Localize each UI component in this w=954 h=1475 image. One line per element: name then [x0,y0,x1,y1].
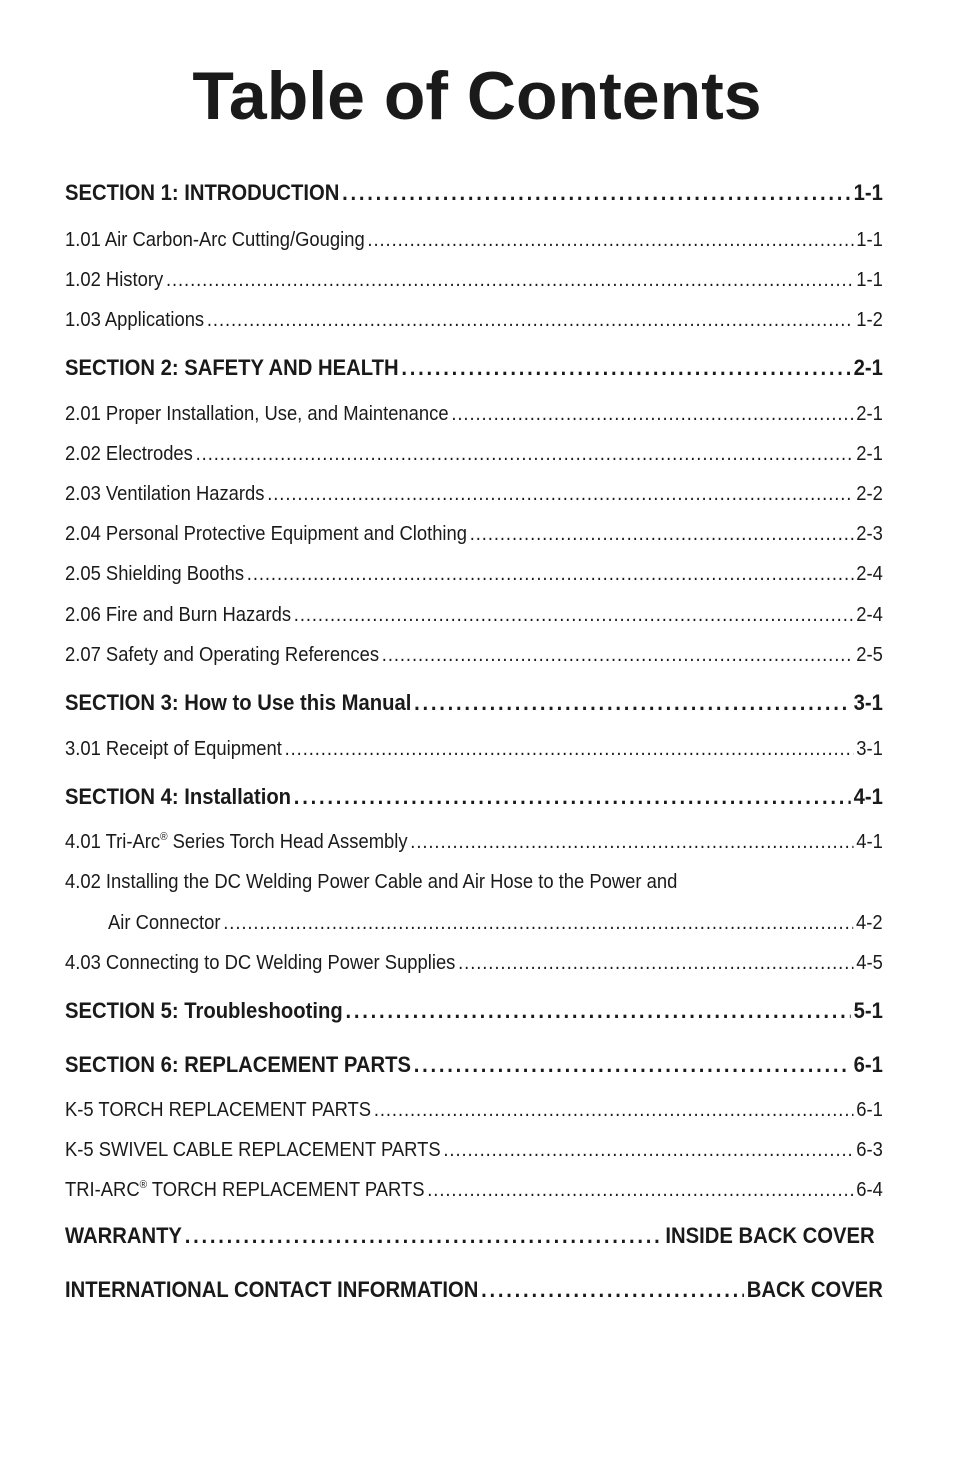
toc-entry-2-04[interactable] [65,523,883,546]
toc-entry-3-01[interactable] [65,738,883,761]
toc-entry-1-01[interactable] [65,229,883,252]
toc-page: 2-4 [856,604,883,626]
toc-entry-4-03[interactable] [65,952,883,975]
toc-entry-4-02[interactable] [108,912,883,935]
dot-leader [382,644,854,667]
toc-entry-4-02-line1[interactable]: 4.02 Installing the DC Welding Power Cable and Air Hose to the Power and [65,871,678,893]
toc-page: 3-1 [856,738,883,760]
toc-section-6[interactable] [65,1052,883,1078]
dot-leader [285,738,854,761]
toc-label: 1.01 Air Carbon-Arc Cutting/Gouging [65,229,365,251]
dot-leader [367,229,853,252]
toc-section-3[interactable] [65,690,883,716]
toc-page: 1-2 [856,309,883,331]
dot-leader [458,952,853,975]
toc-label: TRI-ARC® TORCH REPLACEMENT PARTS [65,1179,425,1201]
toc-page: 3-1 [853,690,883,715]
toc-warranty[interactable] [65,1223,875,1249]
dot-leader [427,1179,853,1202]
toc-entry-2-07[interactable] [65,644,883,667]
registered-mark: ® [139,1179,148,1191]
dot-leader [166,269,854,292]
toc-label: SECTION 6: REPLACEMENT PARTS [65,1052,411,1077]
toc-page: 6-1 [853,1052,883,1077]
toc-label: 4.03 Connecting to DC Welding Power Supplies [65,952,456,974]
dot-leader [481,1277,744,1303]
toc-international-contact[interactable] [65,1277,883,1303]
dot-leader [294,784,851,810]
toc-entry-2-05[interactable] [65,563,883,586]
toc-page: INSIDE BACK COVER [665,1223,875,1248]
toc-label: SECTION 3: How to Use this Manual [65,690,412,715]
dot-leader [414,1052,851,1078]
dot-leader [374,1099,854,1122]
toc-label: 2.02 Electrodes [65,443,193,465]
dot-leader [223,912,853,935]
toc-label: WARRANTY [65,1223,182,1248]
toc-section-2[interactable] [65,355,883,381]
toc-page: 1-1 [853,180,883,205]
toc-section-5[interactable] [65,998,883,1024]
toc-label: 4.01 Tri-Arc® Series Torch Head Assembly [65,831,408,853]
toc-entry-2-02[interactable] [65,443,883,466]
dot-leader [451,403,853,426]
toc-entry-k5-torch[interactable] [65,1099,883,1122]
toc-entry-1-02[interactable] [65,269,883,292]
dot-leader [267,483,853,506]
toc-label: SECTION 2: SAFETY AND HEALTH [65,355,399,380]
toc-label: Air Connector [108,912,221,934]
toc-page: 4-1 [856,831,883,853]
page-title: Table of Contents [192,58,762,134]
toc-label: 1.02 History [65,269,164,291]
toc-section-4[interactable] [65,784,883,810]
toc-page: 6-3 [856,1139,883,1161]
dot-leader [470,523,854,546]
dot-leader [410,831,853,854]
toc-entry-tri-arc[interactable] [65,1179,883,1202]
dot-leader [247,563,854,586]
toc-page: 5-1 [853,998,883,1023]
toc-label: 2.06 Fire and Burn Hazards [65,604,292,626]
toc-label: 1.03 Applications [65,309,205,331]
toc-label: 2.07 Safety and Operating References [65,644,380,666]
toc-page: 2-1 [856,403,883,425]
toc-label: K-5 TORCH REPLACEMENT PARTS [65,1099,372,1121]
toc-entry-2-06[interactable] [65,604,883,627]
toc-page: 4-1 [853,784,883,809]
toc-page: 2-1 [853,355,883,380]
toc-entry-k5-swivel[interactable] [65,1139,883,1162]
toc-page: 1-1 [856,269,883,291]
toc-label: SECTION 4: Installation [65,784,292,809]
toc-page: BACK COVER [746,1277,883,1302]
toc-page: 2-3 [856,523,883,545]
dot-leader [345,998,850,1024]
toc-page: 4-2 [856,912,883,934]
dot-leader [185,1223,663,1249]
dot-leader [414,690,851,716]
toc-page: 2-2 [856,483,883,505]
toc-page: 4-5 [856,952,883,974]
toc-page: 1-1 [856,229,883,251]
toc-page: 2-1 [856,443,883,465]
toc-label: SECTION 1: INTRODUCTION [65,180,340,205]
toc-label: 3.01 Receipt of Equipment [65,738,282,760]
toc-label: SECTION 5: Troubleshooting [65,998,343,1023]
dot-leader [294,604,854,627]
toc-page: 6-1 [856,1099,883,1121]
toc-entry-2-03[interactable] [65,483,883,506]
toc-label: 2.03 Ventilation Hazards [65,483,265,505]
dot-leader [196,443,854,466]
toc-label: INTERNATIONAL CONTACT INFORMATION [65,1277,479,1302]
registered-mark: ® [160,831,168,843]
toc-entry-1-03[interactable] [65,309,883,332]
toc-section-1[interactable] [65,180,883,206]
dot-leader [207,309,854,332]
dot-leader [401,355,850,381]
toc-entry-2-01[interactable] [65,403,883,426]
dot-leader [443,1139,853,1162]
toc-label: 2.01 Proper Installation, Use, and Maintenance [65,403,449,425]
toc-page: 2-4 [856,563,883,585]
toc-label: 2.05 Shielding Booths [65,563,245,585]
dot-leader [342,180,851,206]
toc-label: K-5 SWIVEL CABLE REPLACEMENT PARTS [65,1139,441,1161]
toc-page: 2-5 [856,644,883,666]
toc-entry-4-01[interactable] [65,831,883,854]
toc-page: 6-4 [856,1179,883,1201]
toc-label: 2.04 Personal Protective Equipment and Clothing [65,523,467,545]
